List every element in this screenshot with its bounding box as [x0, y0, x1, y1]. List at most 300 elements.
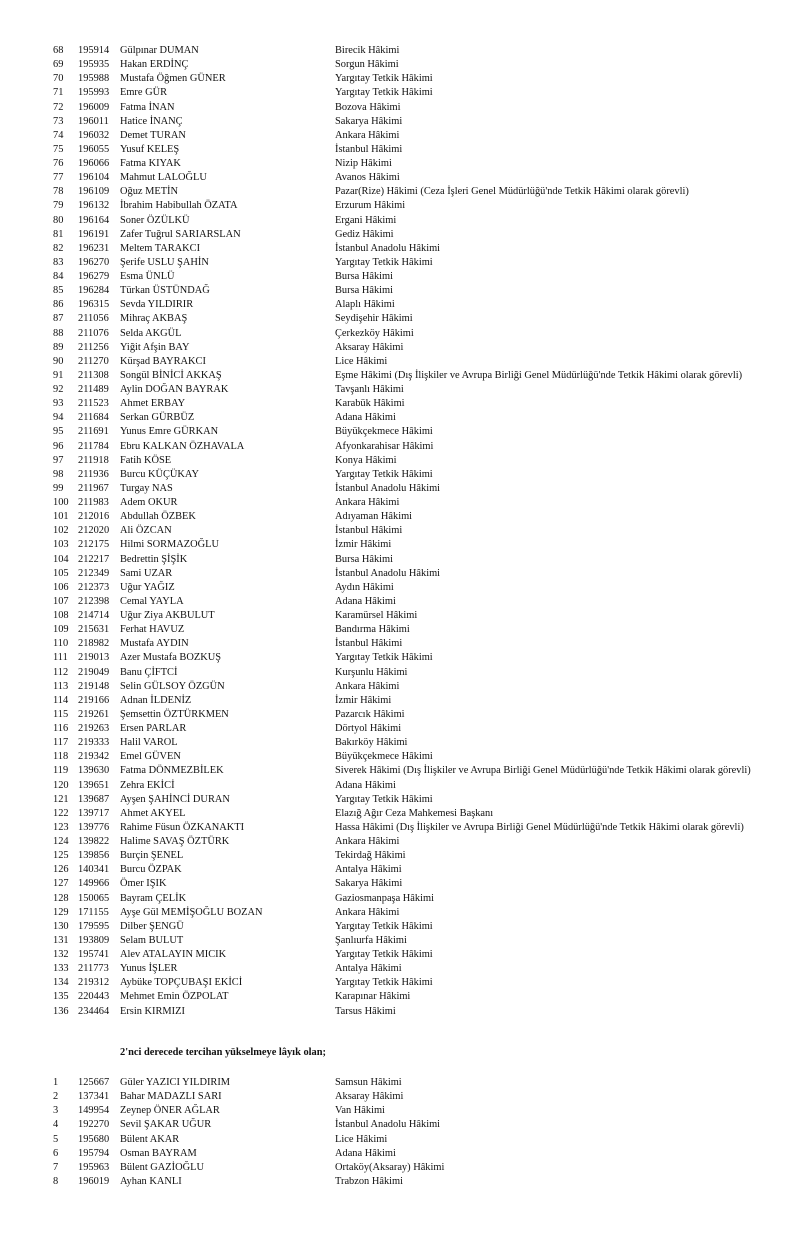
position-title: Adana Hâkimi: [335, 412, 396, 424]
row-number: 85: [53, 285, 64, 297]
person-name: Ahmet ERBAY: [120, 398, 186, 410]
position-title: Ortaköy(Aksaray) Hâkimi: [335, 1161, 445, 1173]
list-row: [0, 821, 798, 835]
person-name: Yunus İŞLER: [120, 963, 178, 975]
registry-number: 196009: [78, 101, 110, 113]
registry-number: 139651: [78, 779, 110, 791]
person-name: Bülent AKAR: [120, 1133, 180, 1145]
row-number: 109: [53, 624, 69, 636]
list-row: [0, 1104, 798, 1118]
person-name: Kürşad BAYRAKCI: [120, 355, 206, 367]
row-number: 135: [53, 991, 69, 1003]
person-name: Selin GÜLSOY ÖZGÜN: [120, 680, 225, 692]
registry-number: 192270: [78, 1119, 110, 1131]
registry-number: 214714: [78, 610, 110, 621]
position-title: Yargıtay Tetkik Hâkimi: [335, 87, 433, 99]
list-row: [0, 1005, 798, 1019]
row-number: 129: [53, 906, 69, 918]
person-name: İbrahim Habibullah ÖZATA: [120, 200, 238, 212]
person-name: Fatma İNAN: [120, 101, 175, 113]
position-title: Büyükçekmece Hâkimi: [335, 751, 433, 763]
person-name: Yiğit Afşin BAY: [120, 341, 190, 353]
list-row: [0, 440, 798, 454]
row-number: 128: [53, 892, 69, 904]
position-title: Adana Hâkimi: [335, 779, 396, 791]
person-name: Turgay NAS: [120, 482, 173, 494]
registry-number: 212349: [78, 567, 110, 579]
position-title: Ankara Hâkimi: [335, 680, 400, 692]
list-row: [0, 849, 798, 863]
list-row: [0, 482, 798, 496]
person-name: Ömer IŞIK: [120, 878, 167, 890]
person-name: Türkan ÜSTÜNDAĞ: [120, 285, 210, 297]
person-name: Fatih KÖSE: [120, 454, 172, 466]
row-number: 113: [53, 680, 69, 692]
registry-number: 219333: [78, 737, 110, 749]
position-title: Avanos Hâkimi: [335, 172, 400, 184]
registry-number: 211523: [78, 398, 109, 410]
list-row: [0, 553, 798, 567]
list-row: [0, 115, 798, 129]
list-row: [0, 694, 798, 708]
row-number: 97: [53, 454, 64, 466]
list-row: [0, 779, 798, 793]
list-row: [0, 863, 798, 877]
list-row: [0, 637, 798, 651]
row-number: 81: [53, 228, 64, 240]
list-row: [0, 383, 798, 397]
registry-number: 211684: [78, 412, 109, 424]
list-row: [0, 369, 798, 383]
position-title: Yargıtay Tetkik Hâkimi: [335, 256, 433, 268]
person-name: Adnan İLDENİZ: [120, 694, 192, 706]
position-title: Tavşanlı Hâkimi: [335, 384, 404, 395]
registry-number: 196055: [78, 143, 110, 155]
list-row: [0, 44, 798, 58]
list-row: [0, 341, 798, 355]
row-number: 132: [53, 949, 69, 960]
list-row: [0, 411, 798, 425]
person-name: Fatma KIYAK: [120, 158, 181, 169]
position-title: İzmir Hâkimi: [335, 539, 392, 551]
row-number: 5: [53, 1133, 59, 1145]
registry-number: 195935: [78, 59, 110, 71]
registry-number: 196191: [78, 228, 110, 240]
row-number: 79: [53, 200, 64, 212]
position-title: Aksaray Hâkimi: [335, 341, 404, 353]
row-number: 136: [53, 1005, 69, 1017]
registry-number: 211967: [78, 482, 109, 494]
position-title: İstanbul Hâkimi: [335, 143, 403, 155]
position-title: Adıyaman Hâkimi: [335, 511, 413, 523]
row-number: 107: [53, 595, 69, 607]
row-number: 130: [53, 920, 69, 932]
position-title: Yargıtay Tetkik Hâkimi: [335, 977, 433, 989]
position-title: Erzurum Hâkimi: [335, 200, 406, 212]
list-row: [0, 454, 798, 468]
registry-number: 219263: [78, 723, 110, 734]
row-number: 124: [53, 836, 69, 847]
row-number: 116: [53, 723, 69, 734]
list-row: [0, 157, 798, 171]
registry-number: 219261: [78, 708, 110, 720]
registry-number: 139630: [78, 765, 110, 777]
position-title: Pazarcık Hâkimi: [335, 708, 405, 720]
row-number: 122: [53, 807, 69, 819]
position-title: Bursa Hâkimi: [335, 553, 394, 565]
list-row: [0, 72, 798, 86]
list-row: [0, 666, 798, 680]
registry-number: 195963: [78, 1161, 110, 1173]
list-row: [0, 86, 798, 100]
list-row: [0, 1076, 798, 1090]
row-number: 119: [53, 765, 69, 777]
row-number: 69: [53, 59, 64, 71]
row-number: 89: [53, 341, 64, 353]
row-number: 114: [53, 694, 69, 706]
row-number: 133: [53, 963, 69, 975]
registry-number: 137341: [78, 1091, 110, 1103]
list-row: [0, 524, 798, 538]
row-number: 101: [53, 511, 69, 523]
person-name: Mustafa AYDIN: [120, 638, 189, 650]
person-name: Emre GÜR: [120, 87, 168, 99]
person-name: Ersen PARLAR: [120, 723, 187, 734]
person-name: Meltem TARAKCI: [120, 242, 201, 254]
registry-number: 211691: [78, 426, 109, 438]
row-number: 72: [53, 101, 64, 113]
list-row: [0, 242, 798, 256]
person-name: Alev ATALAYIN MICIK: [120, 949, 227, 960]
person-name: Aybüke TOPÇUBAŞI EKİCİ: [120, 977, 243, 989]
position-title: Ankara Hâkimi: [335, 129, 400, 141]
position-title: Büyükçekmece Hâkimi: [335, 426, 433, 438]
position-title: Adana Hâkimi: [335, 1147, 396, 1159]
registry-number: 195741: [78, 949, 110, 960]
registry-number: 195914: [78, 45, 110, 56]
list-row: [0, 990, 798, 1004]
person-name: Burcu KÜÇÜKAY: [120, 468, 199, 480]
registry-number: 139856: [78, 850, 110, 862]
list-row: [0, 510, 798, 524]
position-title: Sakarya Hâkimi: [335, 878, 403, 890]
position-title: Bursa Hâkimi: [335, 271, 394, 282]
list-row: [0, 171, 798, 185]
list-row: [0, 256, 798, 270]
person-name: Songül BİNİCİ AKKAŞ: [120, 369, 222, 381]
row-number: 123: [53, 821, 69, 833]
promotion-list-second-degree: [0, 1076, 798, 1189]
position-title: Gediz Hâkimi: [335, 228, 394, 240]
list-row: [0, 1175, 798, 1189]
registry-number: 139776: [78, 821, 110, 833]
list-row: [0, 609, 798, 623]
registry-number: 140341: [78, 864, 110, 876]
registry-number: 215631: [78, 624, 110, 636]
list-row: [0, 355, 798, 369]
row-number: 111: [53, 652, 68, 664]
registry-number: 195988: [78, 73, 110, 85]
row-number: 134: [53, 977, 69, 989]
person-name: Soner ÖZÜLKÜ: [120, 214, 190, 226]
registry-number: 196019: [78, 1175, 110, 1187]
person-name: Demet TURAN: [120, 129, 186, 141]
registry-number: 218982: [78, 638, 110, 650]
registry-number: 196132: [78, 200, 110, 212]
list-row: [0, 651, 798, 665]
position-title: Siverek Hâkimi (Dış İlişkiler ve Avrupa Birliği Genel Müdürlüğü'nde Tetkik Hâkimi olarak görevli): [335, 765, 751, 777]
position-title: Alaplı Hâkimi: [335, 299, 395, 311]
registry-number: 211308: [78, 369, 109, 381]
row-number: 126: [53, 864, 69, 876]
person-name: Güler YAZICI YILDIRIM: [120, 1077, 231, 1088]
registry-number: 196032: [78, 129, 110, 141]
person-name: Halime SAVAŞ ÖZTÜRK: [120, 836, 230, 847]
list-row: [0, 496, 798, 510]
row-number: 118: [53, 751, 69, 763]
person-name: Oğuz METİN: [120, 186, 179, 198]
person-name: Gülpınar DUMAN: [120, 45, 199, 56]
registry-number: 219166: [78, 694, 110, 706]
list-row: [0, 750, 798, 764]
person-name: Uğur Ziya AKBULUT: [120, 610, 215, 621]
person-name: Yusuf KELEŞ: [120, 143, 180, 155]
list-row: [0, 298, 798, 312]
row-number: 71: [53, 87, 64, 99]
registry-number: 220443: [78, 991, 110, 1003]
position-title: İstanbul Anadolu Hâkimi: [335, 482, 441, 494]
registry-number: 196109: [78, 186, 110, 198]
position-title: Yargıtay Tetkik Hâkimi: [335, 652, 433, 664]
person-name: Uğur YAĞIZ: [120, 581, 175, 593]
person-name: Banu ÇİFTCİ: [120, 666, 178, 678]
position-title: İstanbul Anadolu Hâkimi: [335, 567, 441, 579]
position-title: Tarsus Hâkimi: [335, 1005, 396, 1017]
list-row: [0, 312, 798, 326]
person-name: Sevda YILDIRIR: [120, 299, 194, 311]
list-row: [0, 1118, 798, 1132]
position-title: Tekirdağ Hâkimi: [335, 850, 406, 862]
person-name: Emel GÜVEN: [120, 751, 181, 763]
row-number: 84: [53, 271, 64, 282]
row-number: 117: [53, 737, 69, 749]
row-number: 103: [53, 539, 69, 551]
list-row: [0, 284, 798, 298]
row-number: 127: [53, 878, 69, 890]
list-row: [0, 538, 798, 552]
position-title: Trabzon Hâkimi: [335, 1175, 404, 1187]
registry-number: 219148: [78, 680, 110, 692]
row-number: 125: [53, 850, 69, 862]
person-name: Mehmet Emin ÖZPOLAT: [120, 991, 229, 1003]
position-title: Şanlıurfa Hâkimi: [335, 934, 407, 946]
list-row: [0, 58, 798, 72]
position-title: Yargıtay Tetkik Hâkimi: [335, 949, 433, 960]
list-row: [0, 129, 798, 143]
row-number: 83: [53, 256, 64, 268]
position-title: Yargıtay Tetkik Hâkimi: [335, 73, 433, 85]
row-number: 120: [53, 779, 69, 791]
person-name: Fatma DÖNMEZBİLEK: [120, 765, 224, 777]
registry-number: 219049: [78, 666, 110, 678]
position-title: Aksaray Hâkimi: [335, 1091, 404, 1103]
person-name: Ebru KALKAN ÖZHAVALA: [120, 440, 245, 452]
position-title: Lice Hâkimi: [335, 1133, 388, 1145]
row-number: 73: [53, 115, 64, 127]
person-name: Selda AKGÜL: [120, 327, 182, 339]
person-name: Bedrettin ŞİŞİK: [120, 553, 188, 565]
row-number: 86: [53, 299, 64, 311]
row-number: 7: [53, 1161, 59, 1173]
list-row: [0, 143, 798, 157]
list-row: [0, 680, 798, 694]
position-title: Ankara Hâkimi: [335, 497, 400, 508]
person-name: Zafer Tuğrul SARIARSLAN: [120, 228, 241, 240]
position-title: Konya Hâkimi: [335, 454, 397, 466]
list-row: [0, 835, 798, 849]
position-title: Van Hâkimi: [335, 1105, 385, 1117]
position-title: Antalya Hâkimi: [335, 963, 402, 975]
position-title: Kurşunlu Hâkimi: [335, 666, 408, 678]
position-title: Elazığ Ağır Ceza Mahkemesi Başkanı: [335, 807, 494, 819]
registry-number: 196164: [78, 214, 110, 226]
person-name: Mahmut LALOĞLU: [120, 172, 207, 184]
registry-number: 219013: [78, 652, 110, 664]
person-name: Rahime Füsun ÖZKANAKTI: [120, 821, 245, 833]
person-name: Osman BAYRAM: [120, 1147, 197, 1159]
row-number: 88: [53, 327, 64, 339]
position-title: Ankara Hâkimi: [335, 906, 400, 918]
registry-number: 196284: [78, 285, 110, 297]
registry-number: 211918: [78, 454, 109, 466]
registry-number: 211489: [78, 384, 109, 395]
person-name: Zeynep ÖNER AĞLAR: [120, 1105, 220, 1117]
person-name: Ahmet AKYEL: [120, 807, 186, 819]
position-title: Birecik Hâkimi: [335, 45, 400, 56]
position-title: Antalya Hâkimi: [335, 864, 402, 876]
position-title: İstanbul Hâkimi: [335, 638, 403, 650]
list-row: [0, 906, 798, 920]
list-row: [0, 708, 798, 722]
registry-number: 196279: [78, 271, 110, 282]
registry-number: 150065: [78, 892, 110, 904]
registry-number: 195993: [78, 87, 110, 99]
person-name: Mihraç AKBAŞ: [120, 313, 188, 325]
registry-number: 171155: [78, 906, 109, 918]
registry-number: 211256: [78, 341, 109, 353]
position-title: Çerkezköy Hâkimi: [335, 327, 414, 339]
row-number: 4: [53, 1119, 59, 1131]
person-name: Serkan GÜRBÜZ: [120, 412, 195, 424]
position-title: Bandırma Hâkimi: [335, 624, 410, 636]
position-title: Bursa Hâkimi: [335, 285, 394, 297]
row-number: 76: [53, 158, 64, 169]
person-name: Bülent GAZİOĞLU: [120, 1161, 204, 1173]
list-row: [0, 270, 798, 284]
row-number: 94: [53, 412, 64, 424]
row-number: 1: [53, 1077, 59, 1088]
list-row: [0, 101, 798, 115]
row-number: 2: [53, 1091, 59, 1103]
list-row: [0, 807, 798, 821]
position-title: Ergani Hâkimi: [335, 214, 397, 226]
person-name: Ayhan KANLI: [120, 1175, 182, 1187]
row-number: 108: [53, 610, 69, 621]
row-number: 112: [53, 666, 69, 678]
row-number: 70: [53, 73, 64, 85]
person-name: Ayşen ŞAHİNCİ DURAN: [120, 793, 230, 805]
list-row: [0, 736, 798, 750]
position-title: Gaziosmanpaşa Hâkimi: [335, 892, 434, 904]
position-title: Samsun Hâkimi: [335, 1077, 402, 1088]
list-row: [0, 1161, 798, 1175]
registry-number: 139822: [78, 836, 110, 847]
registry-number: 196270: [78, 256, 110, 268]
registry-number: 212373: [78, 581, 110, 593]
registry-number: 212217: [78, 553, 110, 565]
row-number: 8: [53, 1175, 59, 1187]
person-name: Cemal YAYLA: [120, 595, 184, 607]
registry-number: 196066: [78, 158, 110, 169]
position-title: Bozova Hâkimi: [335, 101, 401, 113]
registry-number: 149954: [78, 1105, 110, 1117]
row-number: 75: [53, 143, 64, 155]
list-row: [0, 185, 798, 199]
row-number: 100: [53, 497, 69, 508]
person-name: Halil VAROL: [120, 737, 178, 749]
position-title: Karabük Hâkimi: [335, 398, 405, 410]
registry-number: 196011: [78, 115, 109, 127]
position-title: Bakırköy Hâkimi: [335, 737, 408, 749]
row-number: 96: [53, 440, 64, 452]
person-name: Mustafa Öğmen GÜNER: [120, 73, 226, 85]
section-title-second-degree: 2'nci derecede tercihan yükselmeye lâyık olan;: [120, 1047, 326, 1058]
list-row: [0, 892, 798, 906]
person-name: Zehra EKİCİ: [120, 779, 175, 791]
position-title: Sorgun Hâkimi: [335, 59, 399, 71]
person-name: Bahar MADAZLI SARI: [120, 1091, 222, 1103]
registry-number: 219312: [78, 977, 110, 989]
row-number: 92: [53, 384, 64, 395]
row-number: 115: [53, 708, 69, 720]
row-number: 80: [53, 214, 64, 226]
registry-number: 193809: [78, 934, 110, 946]
registry-number: 212175: [78, 539, 110, 551]
person-name: Şemsettin ÖZTÜRKMEN: [120, 708, 229, 720]
list-row: [0, 1133, 798, 1147]
list-row: [0, 397, 798, 411]
position-title: Sakarya Hâkimi: [335, 115, 403, 127]
list-row: [0, 199, 798, 213]
registry-number: 211056: [78, 313, 109, 325]
registry-number: 139717: [78, 807, 110, 819]
registry-number: 196104: [78, 172, 110, 184]
row-number: 78: [53, 186, 64, 198]
list-row: [0, 567, 798, 581]
registry-number: 211936: [78, 468, 109, 480]
row-number: 95: [53, 426, 64, 438]
registry-number: 211784: [78, 440, 109, 452]
position-title: Karapınar Hâkimi: [335, 991, 411, 1003]
position-title: Eşme Hâkimi (Dış İlişkiler ve Avrupa Birliği Genel Müdürlüğü'nde Tetkik Hâkimi olarak görevli): [335, 369, 743, 381]
position-title: Seydişehir Hâkimi: [335, 313, 413, 325]
person-name: Şerife USLU ŞAHİN: [120, 256, 209, 268]
list-row: [0, 793, 798, 807]
position-title: Yargıtay Tetkik Hâkimi: [335, 468, 433, 480]
row-number: 104: [53, 553, 69, 565]
person-name: Ferhat HAVUZ: [120, 624, 185, 636]
registry-number: 196315: [78, 299, 110, 311]
